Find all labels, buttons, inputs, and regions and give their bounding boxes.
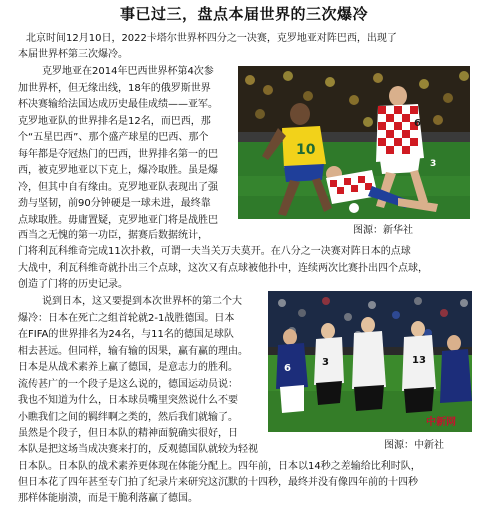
jersey-number: 13 [412,355,426,366]
para2-line: 克罗地亚队的世界排名是12名，而巴西，那 [18,115,211,127]
football-match-photo-japan-germany [268,291,472,432]
football-ball [349,203,359,213]
para3-full-line: 但日本花了四年甚至专门拍了纪录片来研究这沉默的十四秒，最终并没有像四年前的十四秒 [18,477,418,488]
jersey-number: 3 [430,159,437,169]
photo2-illustration [268,291,472,432]
para3-line: 本队是把这场当成决赛来打的，反观德国队就较为轻视 [18,444,258,455]
para2-full-line: 门将利瓦科维奇完成11次扑救，可谓一夫当关万夫莫开。在八分之一决赛对阵日本的点球 [18,246,411,257]
jersey-number: 10 [296,142,316,158]
para3-line: 爆冷：日本在死亡之组首轮就2-1战胜德国。日本 [18,312,235,324]
para2-full-line: 创造了门将的历史记录。 [18,279,128,290]
para3-full-line: 日本队。日本队的战术素养更体现在体能分配上。四年前，日本以14秒之差输给比利时队， [18,461,421,472]
jersey-number: 6 [284,363,291,374]
para1-line: 本届世界杯第三次爆冷。 [18,49,128,60]
photo2-credit: 图源：中新社 [384,440,444,451]
para3-line: 我也不知道为什么，日本球员嘴里突然说什么不要 [18,395,238,406]
para2-line: 个“五星巴西”、那个盛产球星的巴西、那个 [18,132,209,143]
para2-line: 劲与坚韧，前90分钟硬是一球未进，最终靠 [18,198,211,209]
para1-line: 北京时间12月10日，2022卡塔尔世界杯四分之一决赛，克罗地亚对阵巴西，出现了 [26,33,397,44]
para3-line: 说到日本，这又要提到本次世界杯的第二个大 [42,296,242,307]
para3-line: 日本是从战术素养上赢了德国，是意志力的胜利。 [18,362,238,373]
para2-line: 每年都是夺冠热门的巴西，世界排名第一的巴 [18,148,218,160]
para2-line: 西，被克罗地亚以下克上，爆冷取胜。虽是爆 [18,165,218,176]
para3-line: 虽然是个段子，但日本队的精神面貌确实很好，日 [18,428,238,439]
para3-full-line: 那样体能崩溃，而是干脆利落赢了德国。 [18,493,198,504]
jersey-number: 3 [322,357,329,368]
para2-full-line: 大战中，利瓦科维奇就扑出三个点球，这次又有点球被他扑中，连续两次比赛扑出四个点球， [18,262,428,274]
para3-line: 小瞧我们之间的羁绊啊之类的，然后我们就输了。 [18,411,238,423]
para2-line: 冷，但其中自有缘由。克罗地亚队表现出了强 [18,181,218,193]
para3-line: 流传甚广的一个段子是这么说的，德国运动员说： [18,378,238,390]
football-match-photo-brazil-croatia [238,66,470,219]
article-title: 事已过三，盘点本届世界的三次爆冷 [119,5,368,23]
para3-line: 在FIFA的世界排名为24名，与11名的德国足球队 [18,329,234,340]
jersey-number: 6 [414,118,421,129]
photo1-credit: 图源：新华社 [353,225,413,236]
para2-line: 西当之无愧的第一功臣，据赛后数据统计， [18,230,208,241]
para3-line: 相去甚远。但同样，输有输的因果，赢有赢的理由。 [18,345,248,357]
photo1-illustration [238,66,470,219]
para2-line: 点球取胜。毋庸置疑，克罗地亚门将是战胜巴 [18,214,218,226]
para2-line: 加世界杯，但无缘出线，18年的俄罗斯世界 [18,82,211,94]
para2-line: 克罗地亚在2014年巴西世界杯第4次参 [42,66,214,77]
para2-line: 杯决赛输给法国达成历史最佳成绩——亚军。 [18,99,218,110]
photo-watermark: 中新网 [426,417,456,428]
